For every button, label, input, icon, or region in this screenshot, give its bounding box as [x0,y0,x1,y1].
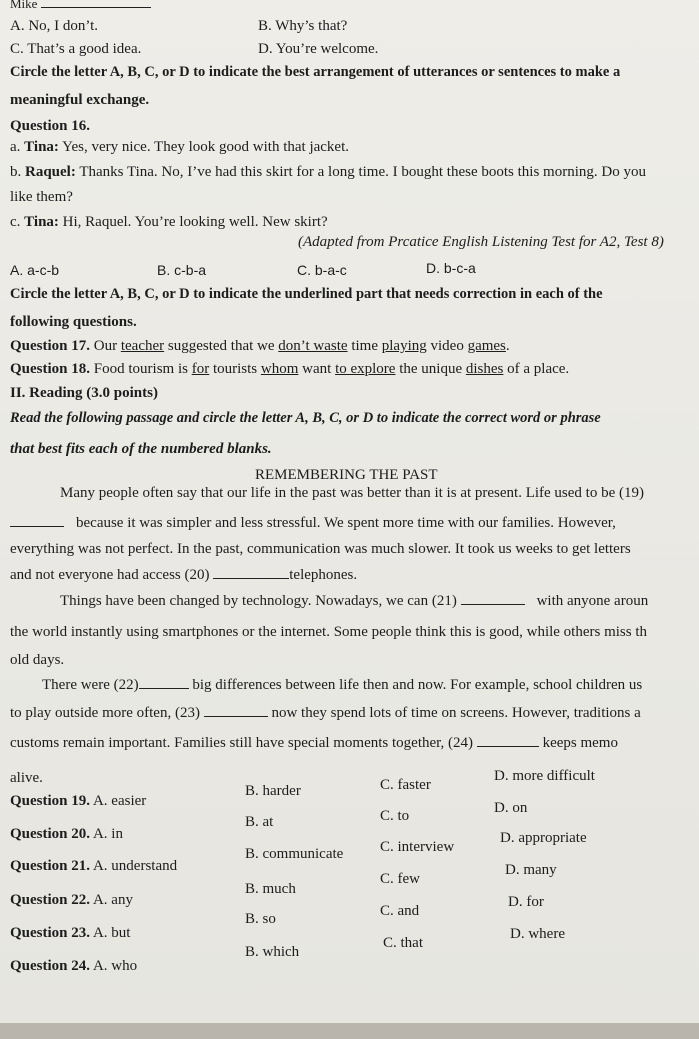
reading-heading: II. Reading (3.0 points) [10,385,158,401]
option-d: D. You’re welcome. [258,41,379,57]
option-c: C. faster [380,777,431,793]
option-c: C. that [383,935,423,951]
utterance-c: c. Tina: Hi, Raquel. You’re looking well. New skirt? [10,214,328,230]
utterance-a: a. Tina: Yes, very nice. They look good with that jacket. [10,139,350,155]
arrange-instruction-1: Circle the letter A, B, C, or D to indicate the best arrangement of utterances or sentences to make a [10,64,621,80]
passage-line-9: to play outside more often, (23) now they spend lots of time on screens. However, traditions a [10,705,641,721]
passage-line-3: everything was not perfect. In the past, communication was much slower. It took us weeks to get letters [10,541,631,557]
passage-line-6: the world instantly using smartphones or the internet. Some people think this is good, while others miss th [10,624,648,640]
arrange-instruction-2: meaningful exchange. [10,92,150,108]
option-b: B. so [245,911,276,927]
utterance-b: b. Raquel: Thanks Tina. No, I’ve had this skirt for a long time. I bought these boots this morning. Do you [10,164,646,180]
option-c: C. b-a-c [297,262,347,278]
option-d: D. on [494,800,528,816]
question-option-a: Question 23. A. but [10,925,131,941]
option-d: D. b-c-a [426,260,476,276]
option-b: B. which [245,944,300,960]
passage-title: REMEMBERING THE PAST [255,467,438,483]
option-b: B. communicate [245,846,344,862]
question-option-a: Question 21. A. understand [10,858,178,874]
option-b: B. at [245,814,274,830]
option-b: B. Why’s that? [258,18,348,34]
passage-line-4: and not everyone had access (20) telephones. [10,567,358,583]
option-d: D. for [508,894,544,910]
option-c: C. and [380,903,420,919]
option-c: C. to [380,808,410,824]
correction-instruction-1: Circle the letter A, B, C, or D to indicate the underlined part that needs correction in each of the [10,286,603,302]
student-name: Mike [10,0,151,13]
option-d: D. many [505,862,557,878]
passage-line-7: old days. [10,652,65,668]
passage-line-5: Things have been changed by technology. Nowadays, we can (21) with anyone aroun [60,593,649,609]
reading-instruction-2: that best fits each of the numbered blanks. [10,441,272,457]
question-option-a: Question 19. A. easier [10,793,147,809]
question-16-label: Question 16. [10,118,91,134]
passage-line-11: alive. [10,770,43,786]
question-18: Question 18. Food tourism is for tourists whom want to explore the unique dishes of a place. [10,361,570,377]
option-b: B. much [245,881,296,897]
question-option-a: Question 22. A. any [10,892,133,908]
option-d: D. where [510,926,565,942]
option-d: D. more difficult [494,768,595,784]
option-a: A. No, I don’t. [10,18,99,34]
option-c: C. few [380,871,420,887]
passage-line-1: Many people often say that our life in the past was better than it is at present. Life used to be (19) [60,485,644,501]
question-option-a: Question 24. A. who [10,958,138,974]
passage-line-10: customs remain important. Families still have special moments together, (24) keeps memo [10,735,618,751]
reading-instruction-1: Read the following passage and circle the letter A, B, C, or D to indicate the correct word or phrase [10,410,601,426]
correction-instruction-2: following questions. [10,314,137,330]
question-option-a: Question 20. A. in [10,826,123,842]
source-citation: (Adapted from Prcatice English Listening Test for A2, Test 8) [298,234,664,250]
passage-line-2: because it was simpler and less stressful. We spent more time with our families. However, [10,514,695,532]
passage-line-8: There were (22) big differences between life then and now. For example, school children us [42,677,643,693]
utterance-b-cont: like them? [10,189,73,205]
option-b: B. c-b-a [157,262,207,278]
option-d: D. appropriate [500,830,587,846]
option-a: A. a-c-b [10,262,60,278]
option-c: C. That’s a good idea. [10,41,142,57]
question-17: Question 17. Our teacher suggested that we don’t waste time playing video games. [10,338,510,354]
page-bottom-edge [0,1023,699,1039]
option-c: C. interview [380,839,455,855]
option-b: B. harder [245,783,301,799]
